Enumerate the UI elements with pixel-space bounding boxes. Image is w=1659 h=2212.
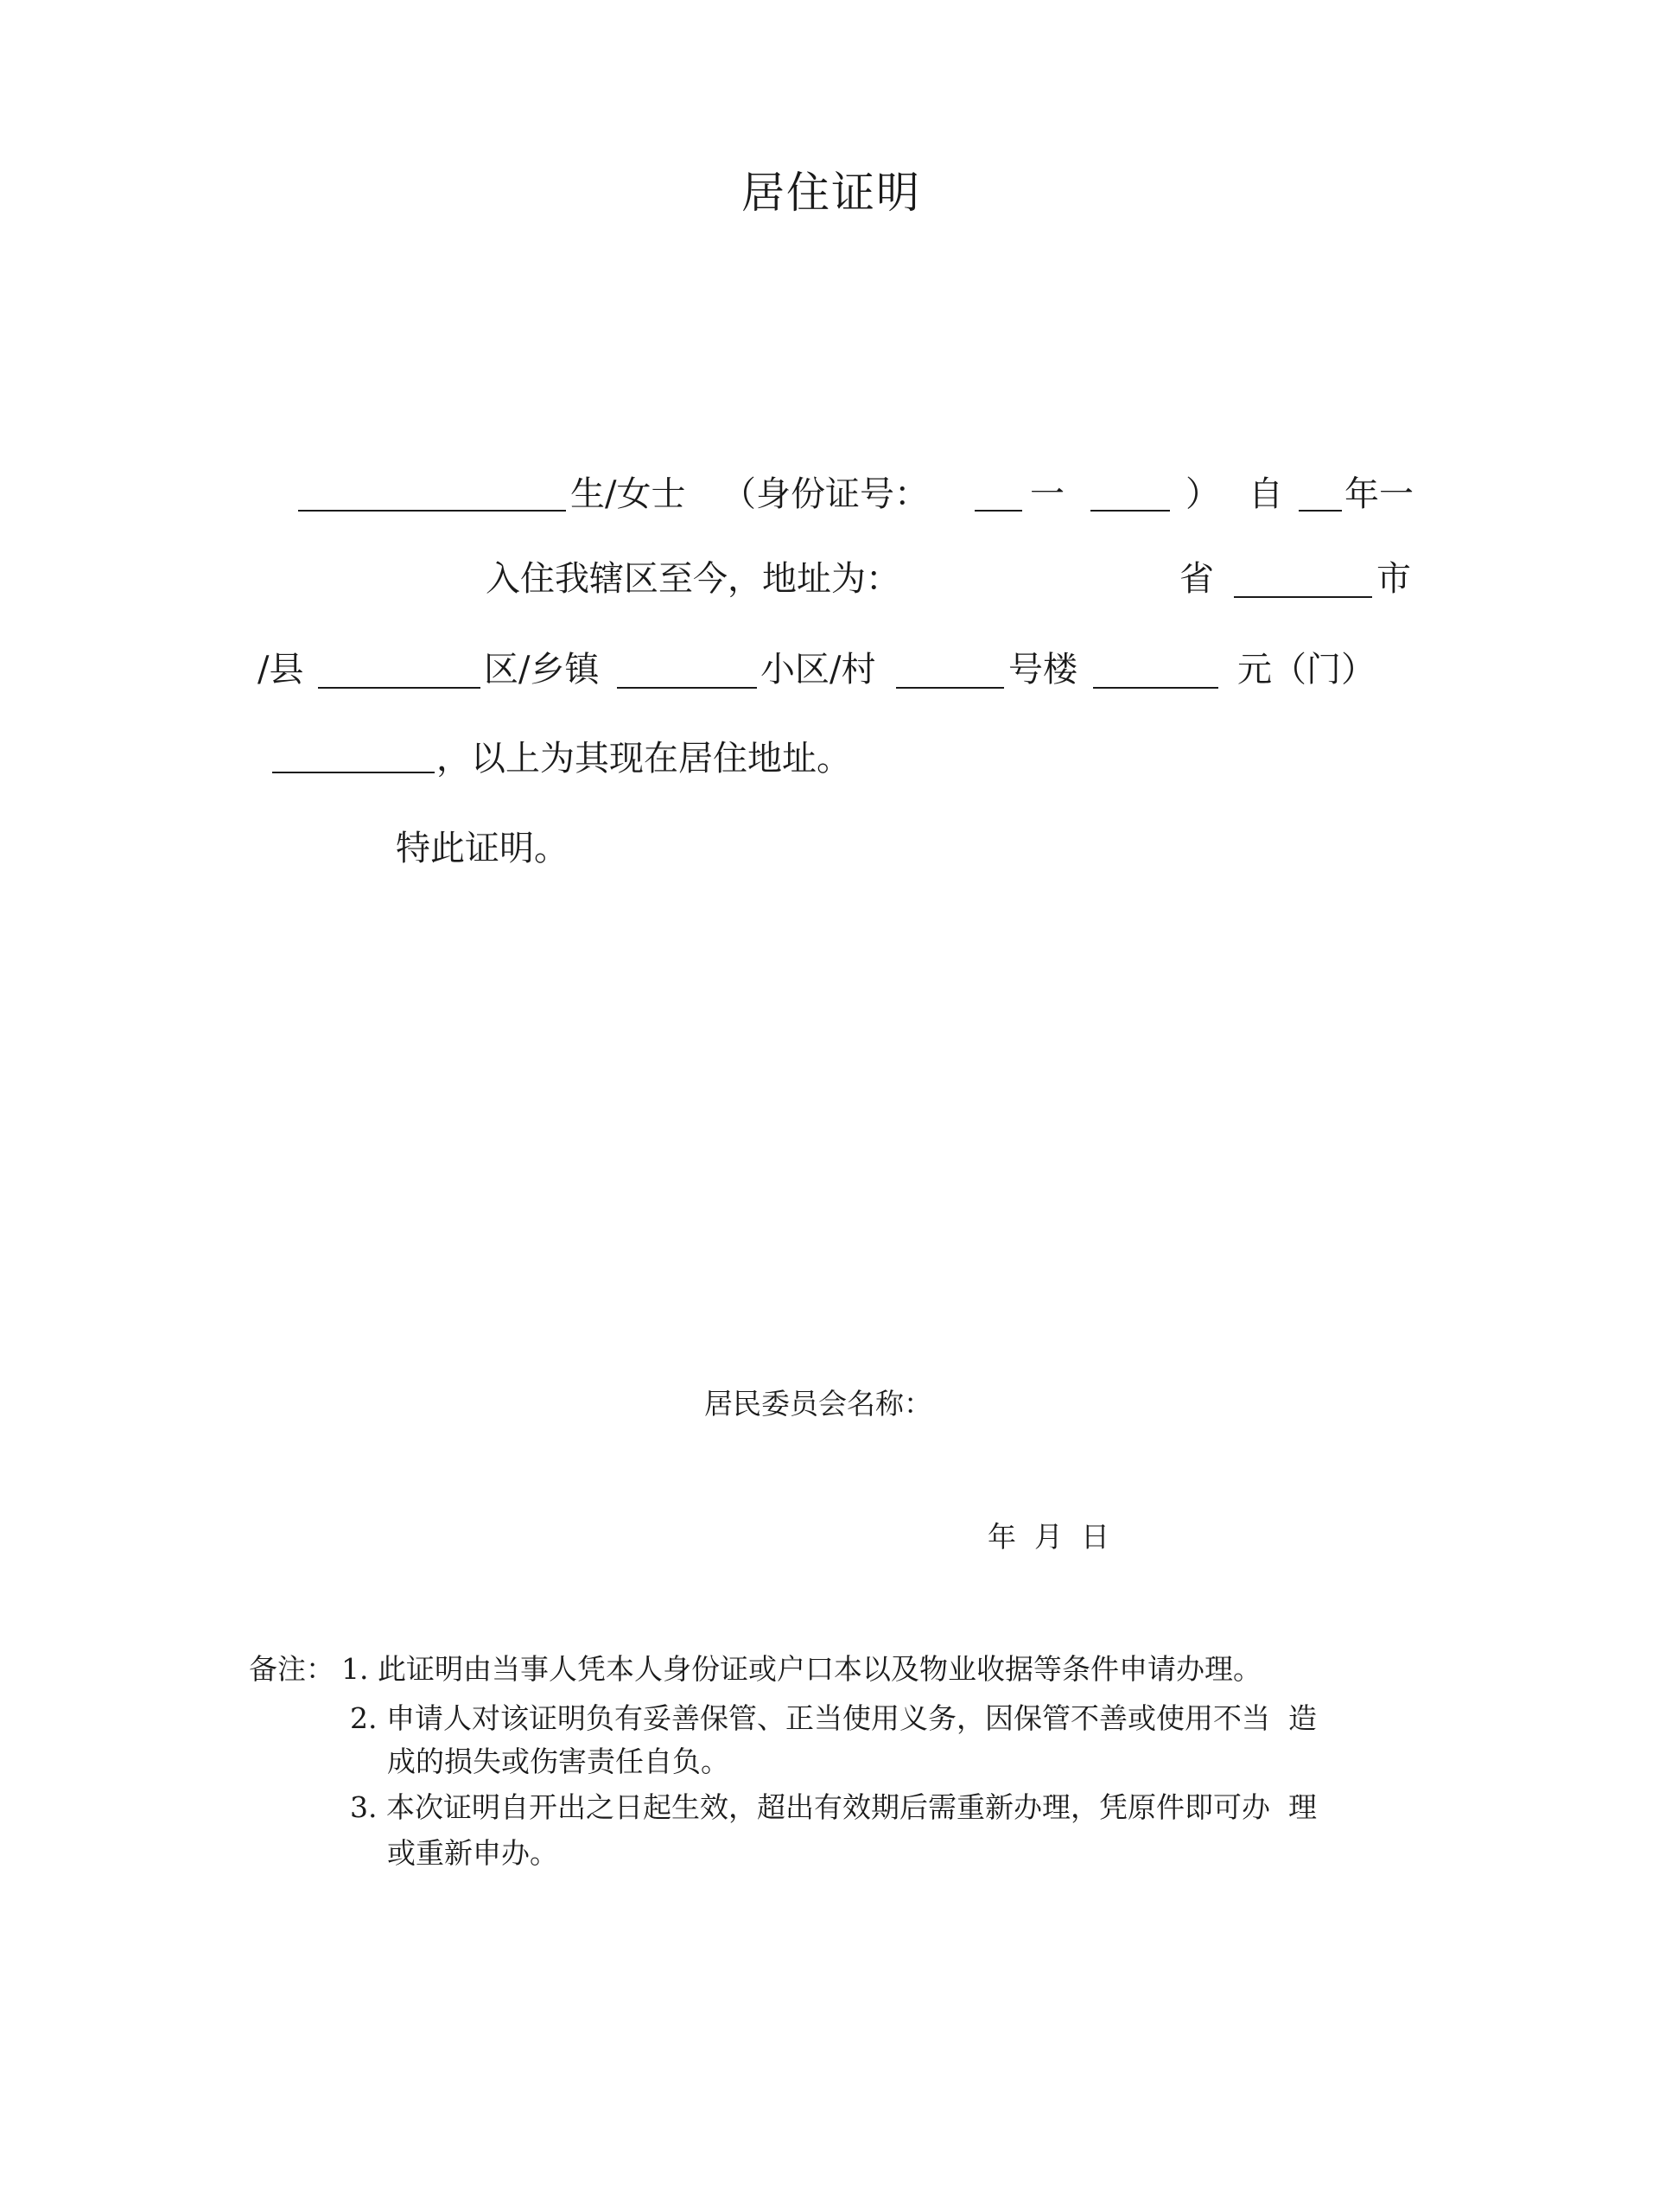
province-city-blank[interactable] — [1234, 596, 1372, 598]
unit-label: 元（门） — [1237, 650, 1376, 690]
closing-text: 特此证明。 — [396, 829, 569, 868]
note-item-3-cont: 或重新申办。 — [387, 1836, 558, 1870]
province-label: 省 — [1179, 559, 1214, 599]
id-dash: 一 — [1030, 474, 1065, 514]
city-label: 市 — [1376, 559, 1411, 599]
year-blank[interactable] — [1299, 510, 1342, 512]
document-title: 居住证明 — [741, 168, 921, 218]
note-item-2: 2. 申请人对该证明负有妥善保管、正当使用义务，因保管不善或使用不当 造 — [350, 1701, 1317, 1735]
date-label: 年 月 日 — [988, 1520, 1109, 1554]
note-item-2-cont: 成的损失或伤害责任自负。 — [387, 1745, 729, 1778]
building-blank[interactable] — [1093, 687, 1218, 689]
year-label: 年一 — [1344, 474, 1414, 514]
district-label: 区/乡镇 — [484, 650, 600, 690]
county-label: /县 — [257, 650, 304, 690]
current-address-text: ，以上为其现在居住地址。 — [436, 739, 851, 779]
community-blank[interactable] — [896, 687, 1004, 689]
id-number-blank-2[interactable] — [1090, 510, 1170, 512]
name-blank[interactable] — [298, 510, 566, 512]
notes-label: 备注： — [249, 1652, 334, 1686]
move-in-text: 入住我辖区至今，地址为： — [486, 559, 900, 599]
id-number-blank-1[interactable] — [975, 510, 1022, 512]
district-blank[interactable] — [617, 687, 757, 689]
id-number-label: （身份证号： — [721, 474, 929, 514]
id-close-paren: ） — [1185, 474, 1220, 514]
community-label: 小区/村 — [760, 650, 876, 690]
note-item-3: 3. 本次证明自开出之日起生效，超出有效期后需重新办理，凭原件即可办 理 — [350, 1790, 1317, 1824]
committee-name-label: 居民委员会名称： — [704, 1387, 932, 1421]
county-blank[interactable] — [318, 687, 480, 689]
building-label: 号楼 — [1008, 650, 1077, 690]
room-blank[interactable] — [272, 772, 435, 773]
gender-label: 生/女士 — [570, 474, 686, 514]
from-label: 自 — [1249, 474, 1283, 514]
note-item-1: 1. 此证明由当事人凭本人身份证或户口本以及物业收据等条件申请办理。 — [341, 1652, 1262, 1686]
